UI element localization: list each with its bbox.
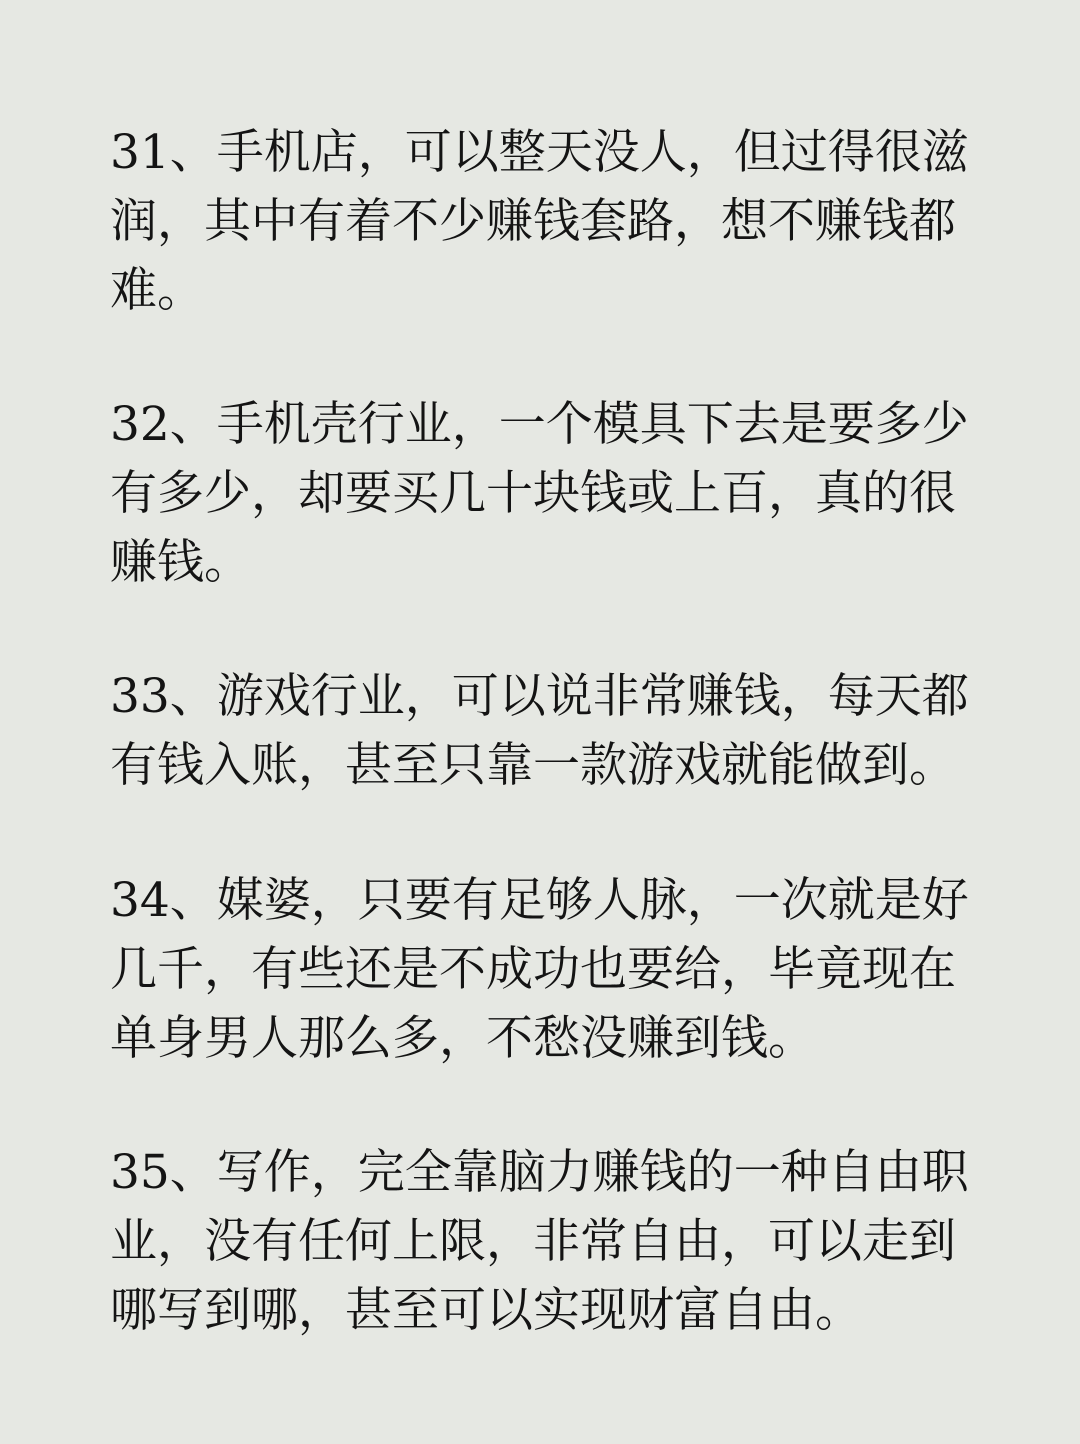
list-item-32: 32、手机壳行业，一个模具下去是要多少有多少，却要买几十块钱或上百，真的很赚钱。 — [110, 397, 969, 590]
list-item-31: 31、手机店，可以整天没人，但过得很滋润，其中有着不少赚钱套路，想不赚钱都难。 — [110, 125, 969, 318]
list-item-34: 34、媒婆，只要有足够人脉，一次就是好几千，有些还是不成功也要给，毕竟现在单身男人那么多，不愁没赚到钱。 — [110, 873, 969, 1066]
list-item-33: 33、游戏行业，可以说非常赚钱，每天都有钱入账，甚至只靠一款游戏就能做到。 — [110, 669, 969, 793]
list-item-35: 35、写作，完全靠脑力赚钱的一种自由职业，没有任何上限，非常自由，可以走到哪写到哪，甚至可以实现财富自由。 — [110, 1145, 969, 1338]
